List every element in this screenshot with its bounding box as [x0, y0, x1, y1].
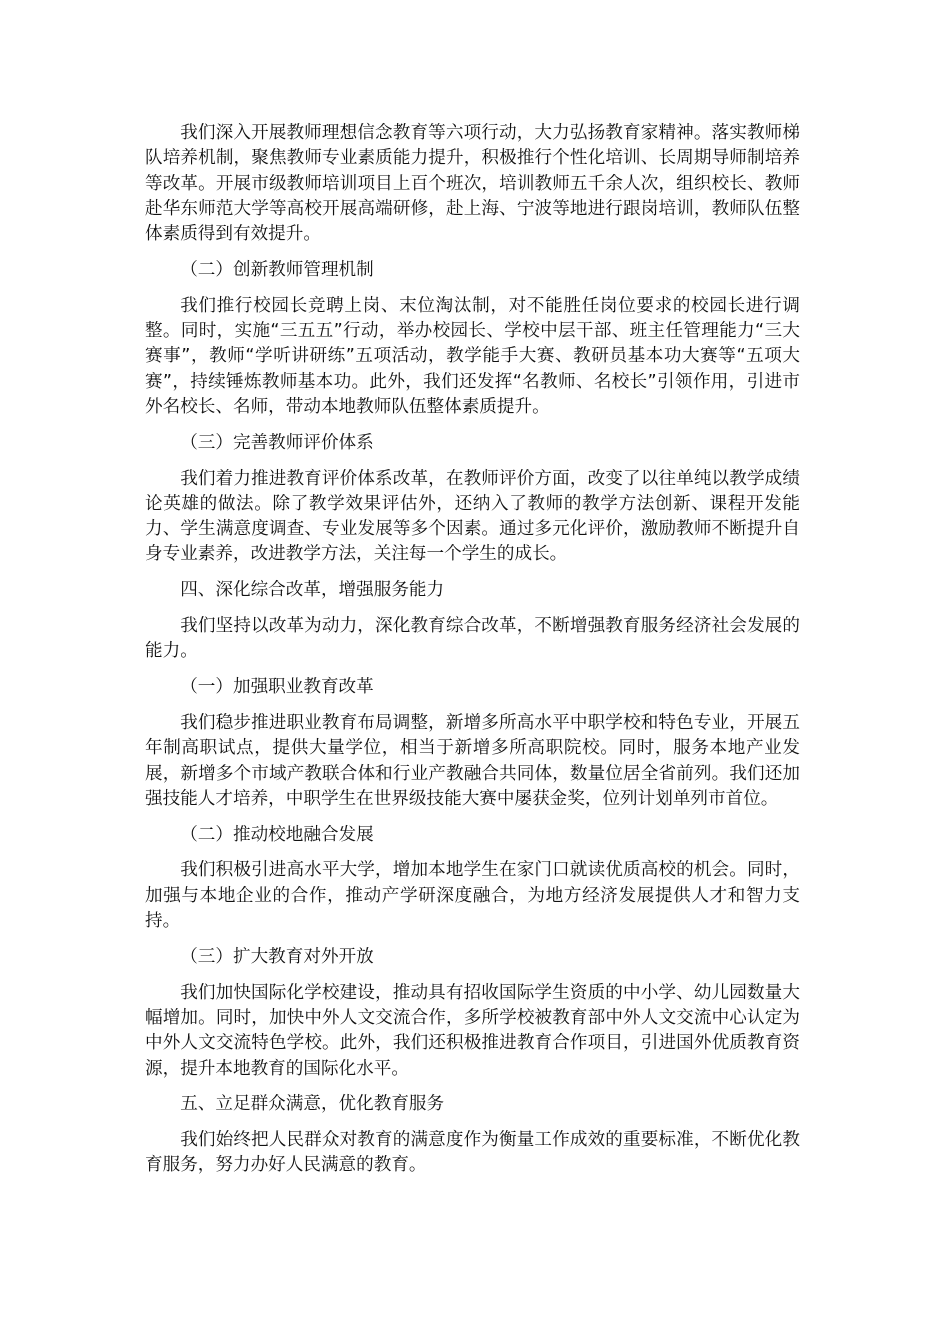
heading-teacher-evaluation: （三）完善教师评价体系	[180, 432, 374, 453]
paragraph-teacher-management: 我们推行校园长竞聘上岗、末位淘汰制，对不能胜任岗位要求的校园长进行调整。同时，实施“三五五”行动，举办校园长、学校中层干部、班主任管理能力“三大赛事”，教师“学听讲研练”五项活动，教学能手大赛、教研员基本功大赛等“五项大赛”，持续锤炼教师基本功。此外，我们还发挥“名教师、名校长”引领作用，引进市外名校长、名师，带动本地教师队伍整体素质提升。	[145, 295, 800, 417]
paragraph-teacher-training: 我们深入开展教师理想信念教育等六项行动，大力弘扬教育家精神。落实教师梯队培养机制，聚焦教师专业素质能力提升，积极推行个性化培训、长周期导师制培养等改革。开展市级教师培训项目上百个班次，培训教师五千余人次，组织校长、教师赴华东师范大学等高校开展高端研修，赴上海、宁波等地进行跟岗培训，教师队伍整体素质得到有效提升。	[145, 123, 800, 245]
heading-vocational-education: （一）加强职业教育改革	[180, 677, 374, 698]
heading-teacher-management: （二）创新教师管理机制	[180, 259, 374, 280]
paragraph-vocational-education: 我们稳步推进职业教育布局调整，新增多所高水平中职学校和特色专业，开展五年制高职试点，提供大量学位，相当于新增多所高职院校。同时，服务本地产业发展，新增多个市域产教联合体和行业产教融合共同体，数量位居全省前列。我们还加强技能人才培养，中职学生在世界级技能大赛中屡获金奖，位列计划单列市首位。	[145, 712, 800, 809]
paragraph-school-local-integration: 我们积极引进高水平大学，增加本地学生在家门口就读优质高校的机会。同时，加强与本地企业的合作，推动产学研深度融合，为地方经济发展提供人才和智力支持。	[145, 860, 800, 932]
paragraph-teacher-evaluation: 我们着力推进教育评价体系改革，在教师评价方面，改变了以往单纯以教学成绩论英雄的做法。除了教学效果评估外，还纳入了教师的教学方法创新、课程开发能力、学生满意度调查、专业发展等多个因素。通过多元化评价，激励教师不断提升自身专业素养，改进教学方法，关注每一个学生的成长。	[145, 468, 800, 565]
paragraph-section-four-intro: 我们坚持以改革为动力，深化教育综合改革，不断增强教育服务经济社会发展的能力。	[145, 616, 800, 662]
paragraph-section-five-intro: 我们始终把人民群众对教育的满意度作为衡量工作成效的重要标准，不断优化教育服务，努力办好人民满意的教育。	[145, 1130, 800, 1176]
paragraph-opening-up: 我们加快国际化学校建设，推动具有招收国际学生资质的中小学、幼儿园数量大幅增加。同时，加快中外人文交流合作，多所学校被教育部中外人文交流中心认定为中外人文交流特色学校。此外，我们还积极推进教育合作项目，引进国外优质教育资源，提升本地教育的国际化水平。	[145, 982, 800, 1079]
heading-school-local-integration: （二）推动校地融合发展	[180, 824, 374, 845]
heading-section-four: 四、深化综合改革，增强服务能力	[180, 580, 445, 601]
heading-section-five: 五、立足群众满意，优化教育服务	[180, 1094, 445, 1115]
document-page	[145, 121, 800, 1189]
heading-opening-up: （三）扩大教育对外开放	[180, 946, 374, 967]
